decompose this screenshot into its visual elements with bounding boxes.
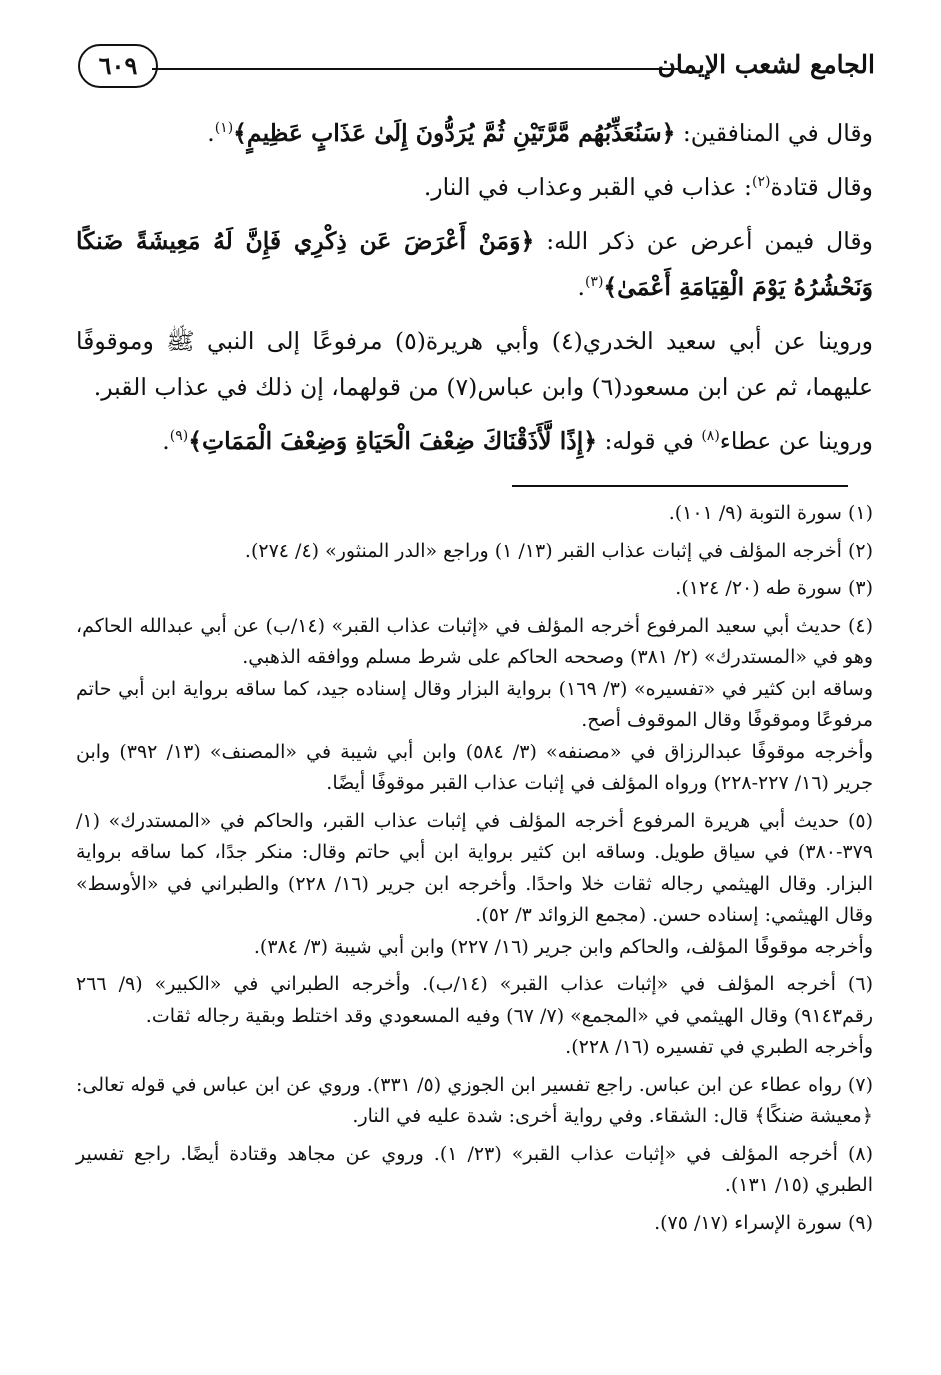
quran-verse: ﴿سَنُعَذِّبُهُم مَّرَّتَيْنِ ثُمَّ يُرَدُّونَ إِلَىٰ عَذَابٍ عَظِيمٍ﴾: [233, 119, 676, 147]
paragraph: وقال فيمن أعرض عن ذكر الله: ﴿وَمَنْ أَعْرَضَ عَن ذِكْرِي فَإِنَّ لَهُ مَعِيشَةً ضَنكًا وَنَحْشُرُهُ يَوْمَ الْقِيَامَةِ أَعْمَىٰ﴾$^{(٣)}$.: [76, 227, 874, 301]
footnote: (٧) رواه عطاء عن ابن عباس. راجع تفسير ابن الجوزي (٥/ ٣٣١). وروي عن ابن عباس في قوله تعالى: ﴿معيشة ضنكًا﴾ قال: الشقاء. وفي رواية أخرى: شدة عليه في النار.: [76, 1073, 873, 1127]
footnote: (٤) حديث أبي سعيد المرفوع أخرجه المؤلف في «إثبات عذاب القبر» (١٤/ب) عن أبي عبدالله الحاكم، وهو في «المستدرك» (٢/ ٣٨١) وصححه الحاكم على شرط مسلم ووافقه الذهبي. وساقه ابن كثير في «تفسيره» (٣/ ١٦٩) برواية البزار وقال إسناده جيد، كما ساقه برواية ابن أبي حاتم مرفوعًا وموقوفًا وقال الموقوف أصح. وأخرجه موقوفًا عبدالرزاق في «مصنفه» (٣/ ٥٨٤) وابن أبي شيبة في «المصنف» (١٣/ ٣٩٢) وابن جرير (١٦/ ٢٢٧-٢٢٨) ورواه المؤلف في إثبات عذاب القبر موقوفًا أيضًا.: [76, 614, 873, 794]
footnote: (٦) أخرجه المؤلف في «إثبات عذاب القبر» (١٤/ب). وأخرجه الطبراني في «الكبير» (٩/ ٢٦٦ رقم٩١٤٣) وقال الهيثمي في «المجمع» (٧/ ٦٧) وفيه المسعودي وقد اختلط وبقية رجاله ثقات. وأخرجه الطبري في تفسيره (١٦/ ٢٢٨).: [76, 973, 873, 1058]
paragraph: وروينا عن عطاء$^{(٨)}$ في قوله: ﴿إِذًا لَّأَذَقْنَاكَ ضِعْفَ الْحَيَاةِ وَضِعْفَ الْمَمَاتِ﴾$^{(٩)}$.: [162, 427, 873, 455]
paragraph: وروينا عن أبي سعيد الخدري(٤) وأبي هريرة(٥) مرفوعًا إلى النبي ﷺ وموقوفًا عليهما، ثم عن ابن مسعود(٦) وابن عباس(٧) من قولهما، إن ذلك في عذاب القبر.: [76, 327, 873, 401]
footnote: (٣) سورة طه (٢٠/ ١٢٤).: [675, 577, 873, 599]
paragraph: وقال في المنافقين: ﴿سَنُعَذِّبُهُم مَّرَّتَيْنِ ثُمَّ يُرَدُّونَ إِلَىٰ عَذَابٍ عَظِيمٍ﴾$^{(١)}$.: [207, 119, 873, 147]
quran-verse: ﴿إِذًا لَّأَذَقْنَاكَ ضِعْفَ الْحَيَاةِ وَضِعْفَ الْمَمَاتِ﴾: [188, 427, 598, 455]
footnote: (١) سورة التوبة (٩/ ١٠١).: [668, 502, 873, 524]
footnote: (٢) أخرجه المؤلف في إثبات عذاب القبر (١٣/ ١) وراجع «الدر المنثور» (٤/ ٢٧٤).: [244, 539, 873, 562]
page-number: ٦٠٩: [78, 44, 158, 88]
footnote-ref: (١): [214, 120, 234, 137]
footnote-ref: (٨): [701, 428, 720, 445]
footnote-ref: (٢): [751, 174, 771, 191]
footnote: (٥) حديث أبي هريرة المرفوع أخرجه المؤلف في إثبات عذاب القبر، والحاكم في «المستدرك» (١/ ٣٧٩-٣٨٠) في سياق طويل. وساقه ابن كثير برواية ابن أبي حاتم وقال: منكر جدًا، كما ساقه برواية البزار. وقال الهيثمي رجاله ثقات خلا واحدًا. وأخرجه ابن جرير (١٦/ ٢٢٨) والطبراني في «الأوسط» وقال الهيثمي: إسناده حسن. (مجمع الزوائد ٣/ ٥٢). وأخرجه موقوفًا المؤلف، والحاكم وابن جرير (١٦/ ٢٢٧) وابن أبي شيبة (٣/ ٣٨٤).: [76, 809, 873, 958]
footnote: (٨) أخرجه المؤلف في «إثبات عذاب القبر» (٢٣/ ١). وروي عن مجاهد وقتادة أيضًا. راجع تفسير الطبري (١٥/ ١٣١).: [76, 1142, 873, 1196]
footnotes: [76, 498, 873, 1245]
footnote-divider: [512, 485, 848, 487]
footnote: (٩) سورة الإسراء (١٧/ ٧٥).: [654, 1211, 873, 1234]
footnote-ref: (٩): [169, 428, 189, 445]
header-rule: [152, 68, 679, 70]
quran-verse: ﴿وَمَنْ أَعْرَضَ عَن ذِكْرِي فَإِنَّ لَهُ مَعِيشَةً ضَنكًا وَنَحْشُرُهُ يَوْمَ الْقِيَامَةِ أَعْمَىٰ﴾: [76, 227, 873, 301]
main-text: [76, 110, 873, 472]
running-title: الجامع لشعب الإيمان: [657, 50, 875, 79]
footnote-ref: (٣): [584, 274, 604, 291]
page-header: [78, 44, 875, 94]
paragraph: وقال قتادة$^{(٢)}$: عذاب في القبر وعذاب في النار.: [423, 173, 873, 201]
